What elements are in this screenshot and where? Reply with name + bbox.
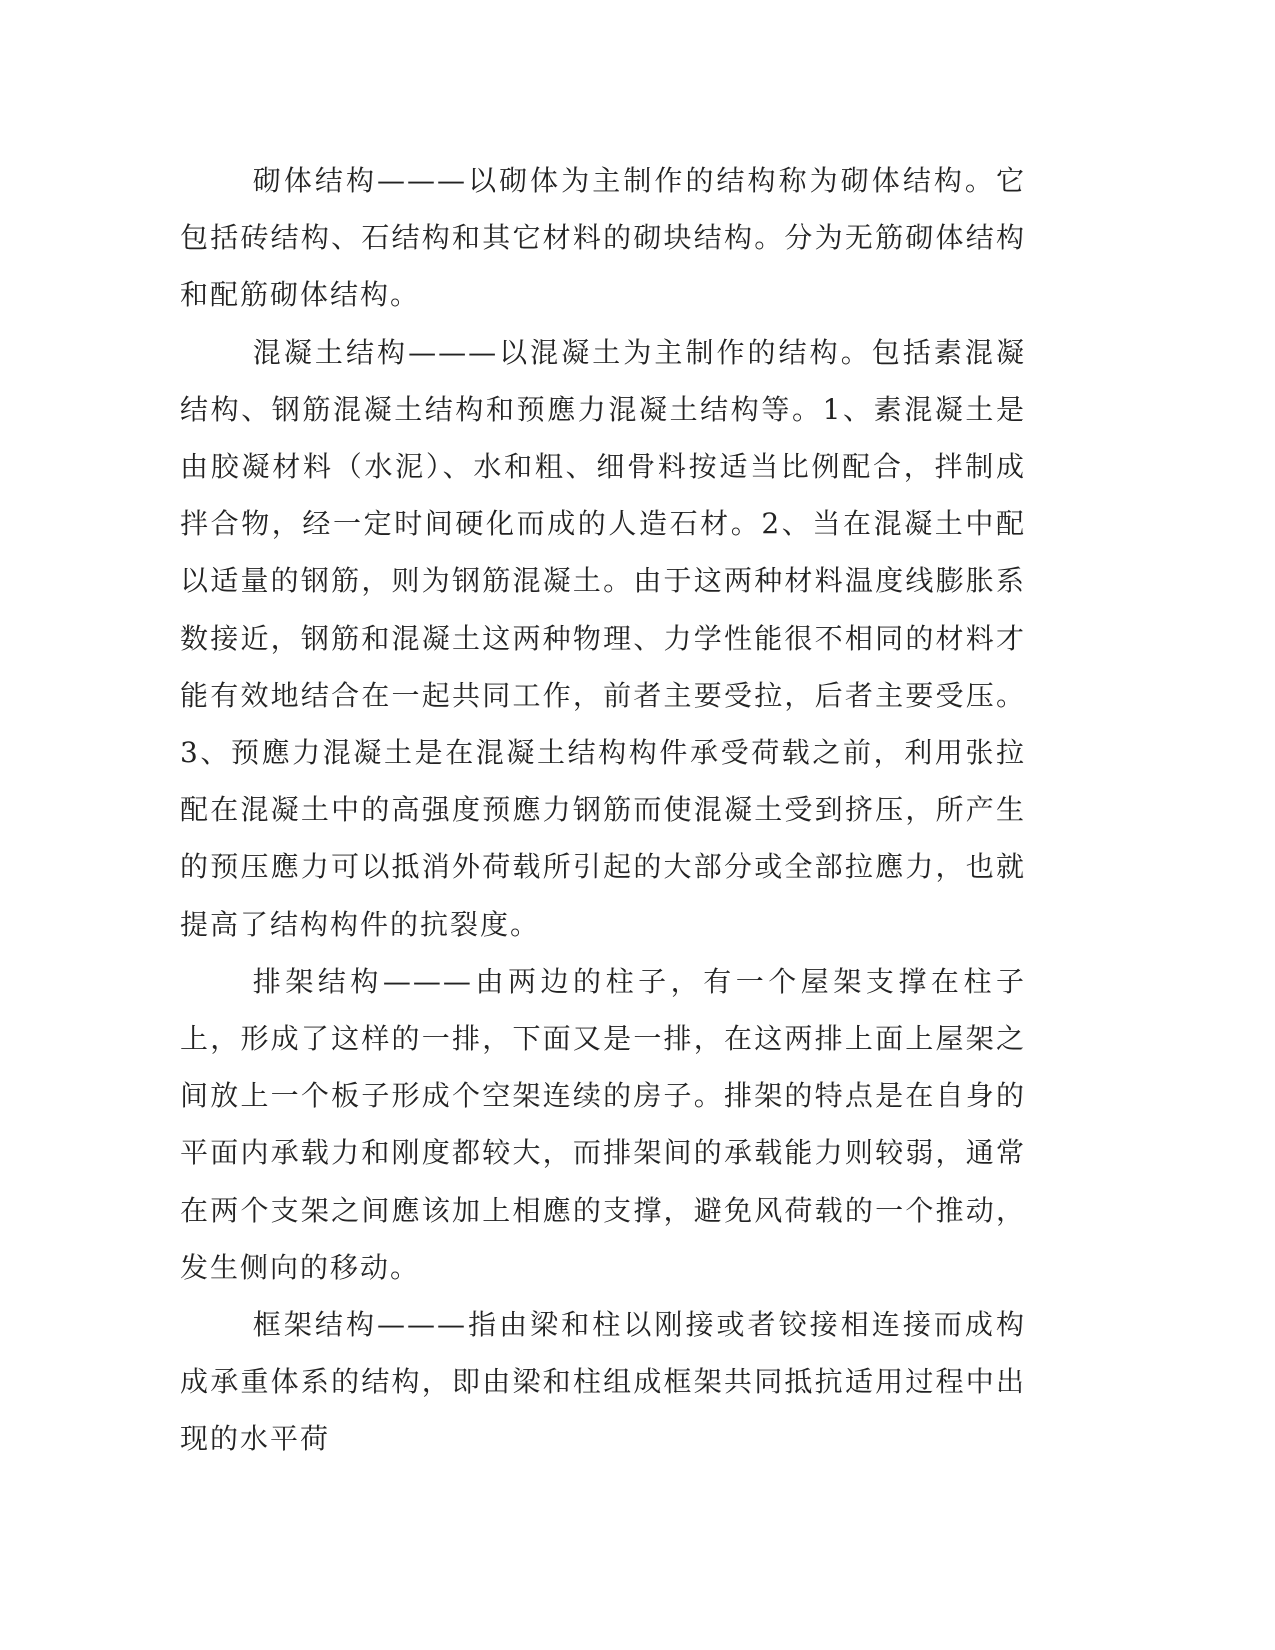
paragraph-bent-structure: 排架结构———由两边的柱子，有一个屋架支撑在柱子上，形成了这样的一排，下面又是一排，在这两排上面上屋架之间放上一个板子形成个空架连续的房子。排架的特点是在自身的平面内承载力和刚度都较大，而排架间的承载能力则较弱，通常在两个支架之间應该加上相應的支撑，避免风荷载的一个推动，发生侧向的移动。 — [180, 964, 1026, 1284]
paragraph-concrete-structure: 混凝土结构———以混凝土为主制作的结构。包括素混凝结构、钢筋混凝土结构和预應力混凝土结构等。1、素混凝土是由胶凝材料（水泥）、水和粗、细骨料按适当比例配合，拌制成拌合物，经一定时间硬化而成的人造石材。2、当在混凝土中配以适量的钢筋，则为钢筋混凝土。由于这两种材料温度线膨胀系数接近，钢筋和混凝土这两种物理、力学性能很不相同的材料才能有效地结合在一起共同工作，前者主要受拉，后者主要受压。3、预應力混凝土是在混凝土结构构件承受荷载之前，利用张拉配在混凝土中的高强度预應力钢筋而使混凝土受到挤压，所产生的预压應力可以抵消外荷载所引起的大部分或全部拉應力，也就提高了结构构件的抗裂度。 — [180, 335, 1026, 941]
paragraph-frame-structure: 框架结构———指由梁和柱以刚接或者铰接相连接而成构成承重体系的结构，即由梁和柱组成框架共同抵抗适用过程中出现的水平荷 — [180, 1308, 1026, 1456]
document-body — [180, 152, 1026, 1468]
paragraph-masonry-structure: 砌体结构———以砌体为主制作的结构称为砌体结构。它包括砖结构、石结构和其它材料的砌块结构。分为无筋砌体结构和配筋砌体结构。 — [180, 164, 1026, 312]
